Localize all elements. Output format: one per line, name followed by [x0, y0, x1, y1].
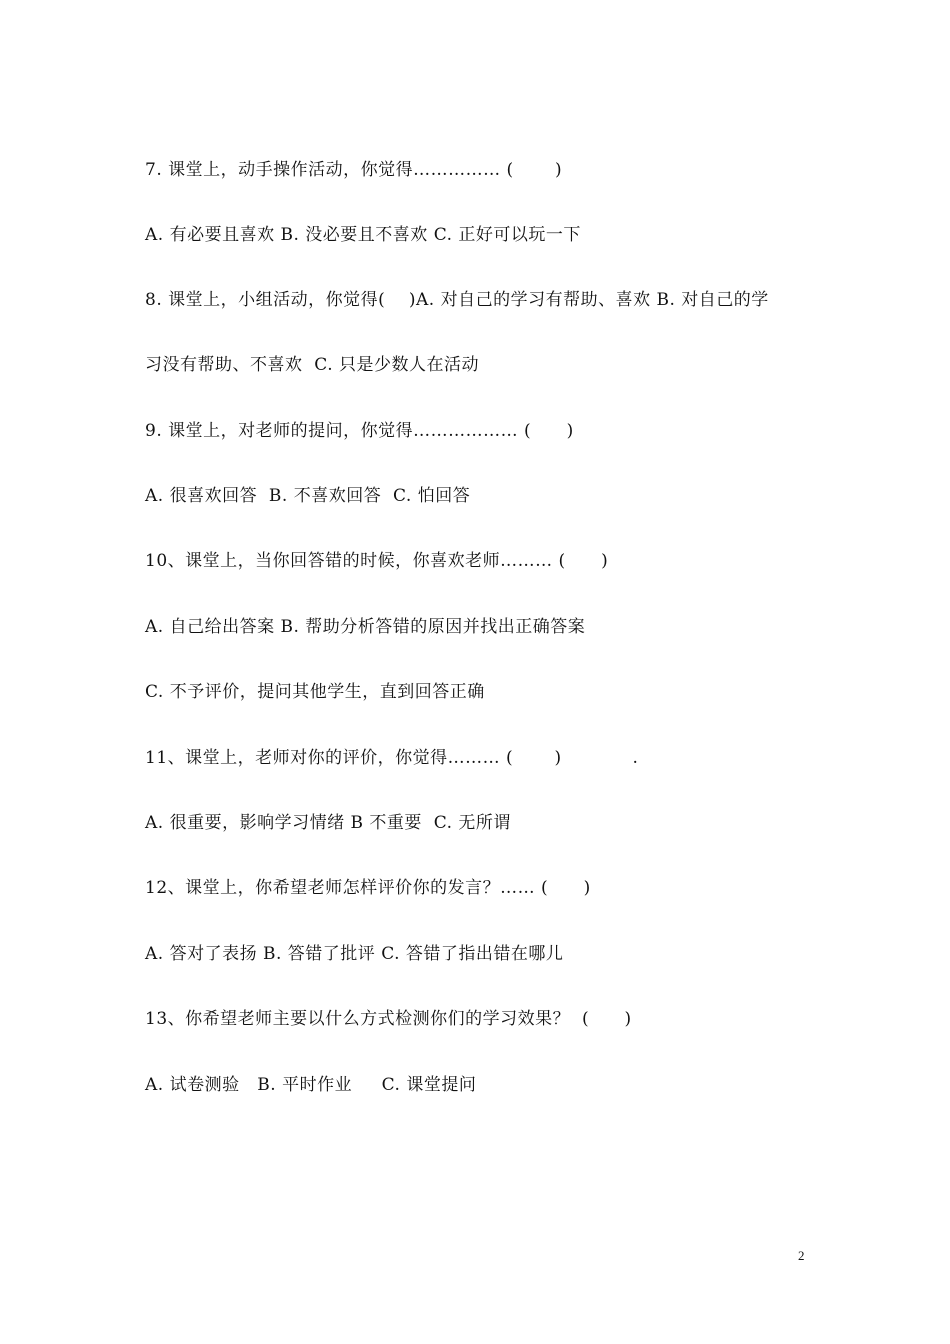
question-8-continued: 习没有帮助、不喜欢 C. 只是少数人在活动 — [145, 355, 480, 375]
question-12-options: A. 答对了表扬 B. 答错了批评 C. 答错了指出错在哪儿 — [145, 944, 564, 964]
question-7: 7. 课堂上，动手操作活动，你觉得…………… ( ) — [145, 160, 563, 180]
question-13: 13、你希望老师主要以什么方式检测你们的学习效果？ ( ) — [145, 1009, 632, 1029]
question-10-option-c: C. 不予评价，提问其他学生，直到回答正确 — [145, 682, 485, 702]
question-8: 8. 课堂上，小组活动，你觉得( )A. 对自己的学习有帮助、喜欢 B. 对自己的学 — [145, 290, 769, 310]
question-12: 12、课堂上，你希望老师怎样评价你的发言？…… ( ) — [145, 878, 591, 898]
question-13-options: A. 试卷测验 B. 平时作业 C. 课堂提问 — [145, 1075, 477, 1095]
question-10-options-ab: A. 自己给出答案 B. 帮助分析答错的原因并找出正确答案 — [145, 617, 586, 637]
question-7-options: A. 有必要且喜欢 B. 没必要且不喜欢 C. 正好可以玩一下 — [145, 225, 581, 245]
question-11-options: A. 很重要，影响学习情绪 B 不重要 C. 无所谓 — [145, 813, 511, 833]
question-9-options: A. 很喜欢回答 B. 不喜欢回答 C. 怕回答 — [145, 486, 471, 506]
page-number: 2 — [798, 1248, 805, 1263]
question-10: 10、课堂上，当你回答错的时候，你喜欢老师……… ( ) — [145, 551, 609, 571]
question-11: 11、课堂上，老师对你的评价，你觉得……… ( ) . — [145, 748, 639, 768]
question-9: 9. 课堂上，对老师的提问，你觉得……………… ( ) — [145, 421, 574, 441]
